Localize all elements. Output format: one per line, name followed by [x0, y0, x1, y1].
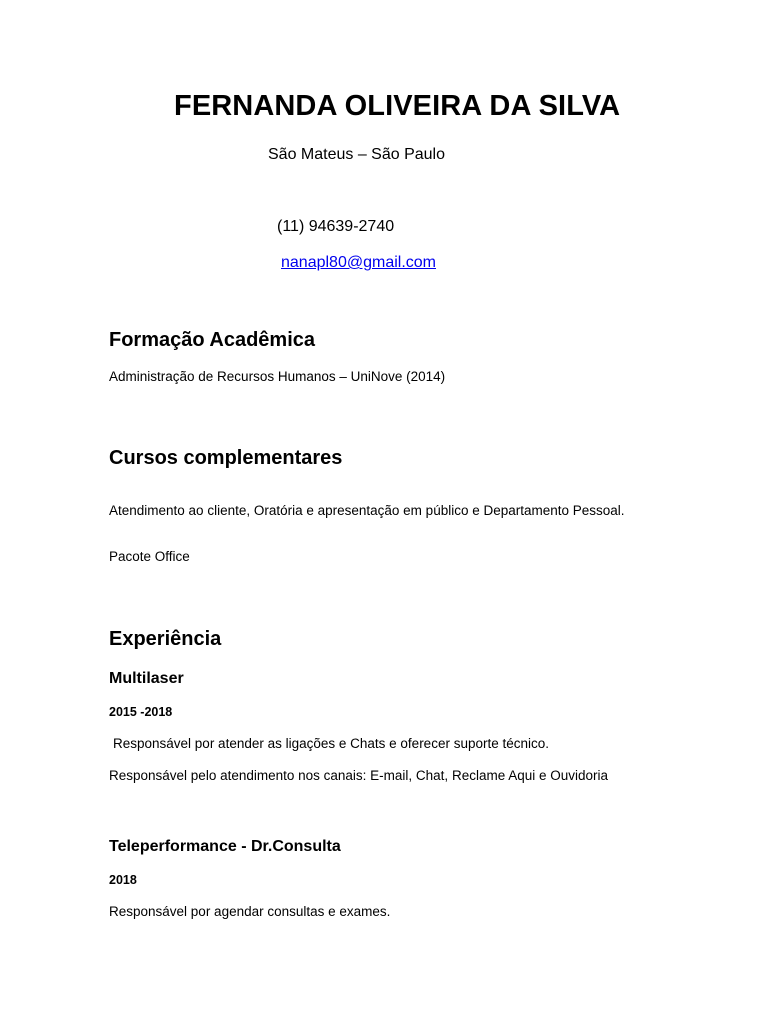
- education-entry: Administração de Recursos Humanos – UniNove (2014): [109, 369, 446, 384]
- job-period: 2015 -2018: [109, 705, 173, 719]
- education-heading: Formação Acadêmica: [109, 329, 316, 351]
- course-item: Atendimento ao cliente, Oratória e apresentação em público e Departamento Pessoal.: [109, 503, 625, 518]
- courses-heading: Cursos complementares: [109, 447, 343, 469]
- job-company: Multilaser: [109, 670, 184, 687]
- candidate-location: São Mateus – São Paulo: [268, 146, 446, 163]
- candidate-name: FERNANDA OLIVEIRA DA SILVA: [174, 90, 621, 122]
- job-duty: Responsável pelo atendimento nos canais: E-mail, Chat, Reclame Aqui e Ouvidoria: [109, 768, 609, 783]
- candidate-phone: (11) 94639-2740: [277, 218, 395, 235]
- course-item: Pacote Office: [109, 549, 190, 564]
- job-company: Teleperformance - Dr.Consulta: [109, 838, 341, 855]
- job-duty: Responsável por atender as ligações e Chats e oferecer suporte técnico.: [113, 736, 550, 751]
- job-duty: Responsável por agendar consultas e exames.: [109, 904, 391, 919]
- experience-heading: Experiência: [109, 628, 222, 650]
- candidate-email-link[interactable]: nanapl80@gmail.com: [281, 254, 436, 271]
- job-period: 2018: [109, 873, 137, 887]
